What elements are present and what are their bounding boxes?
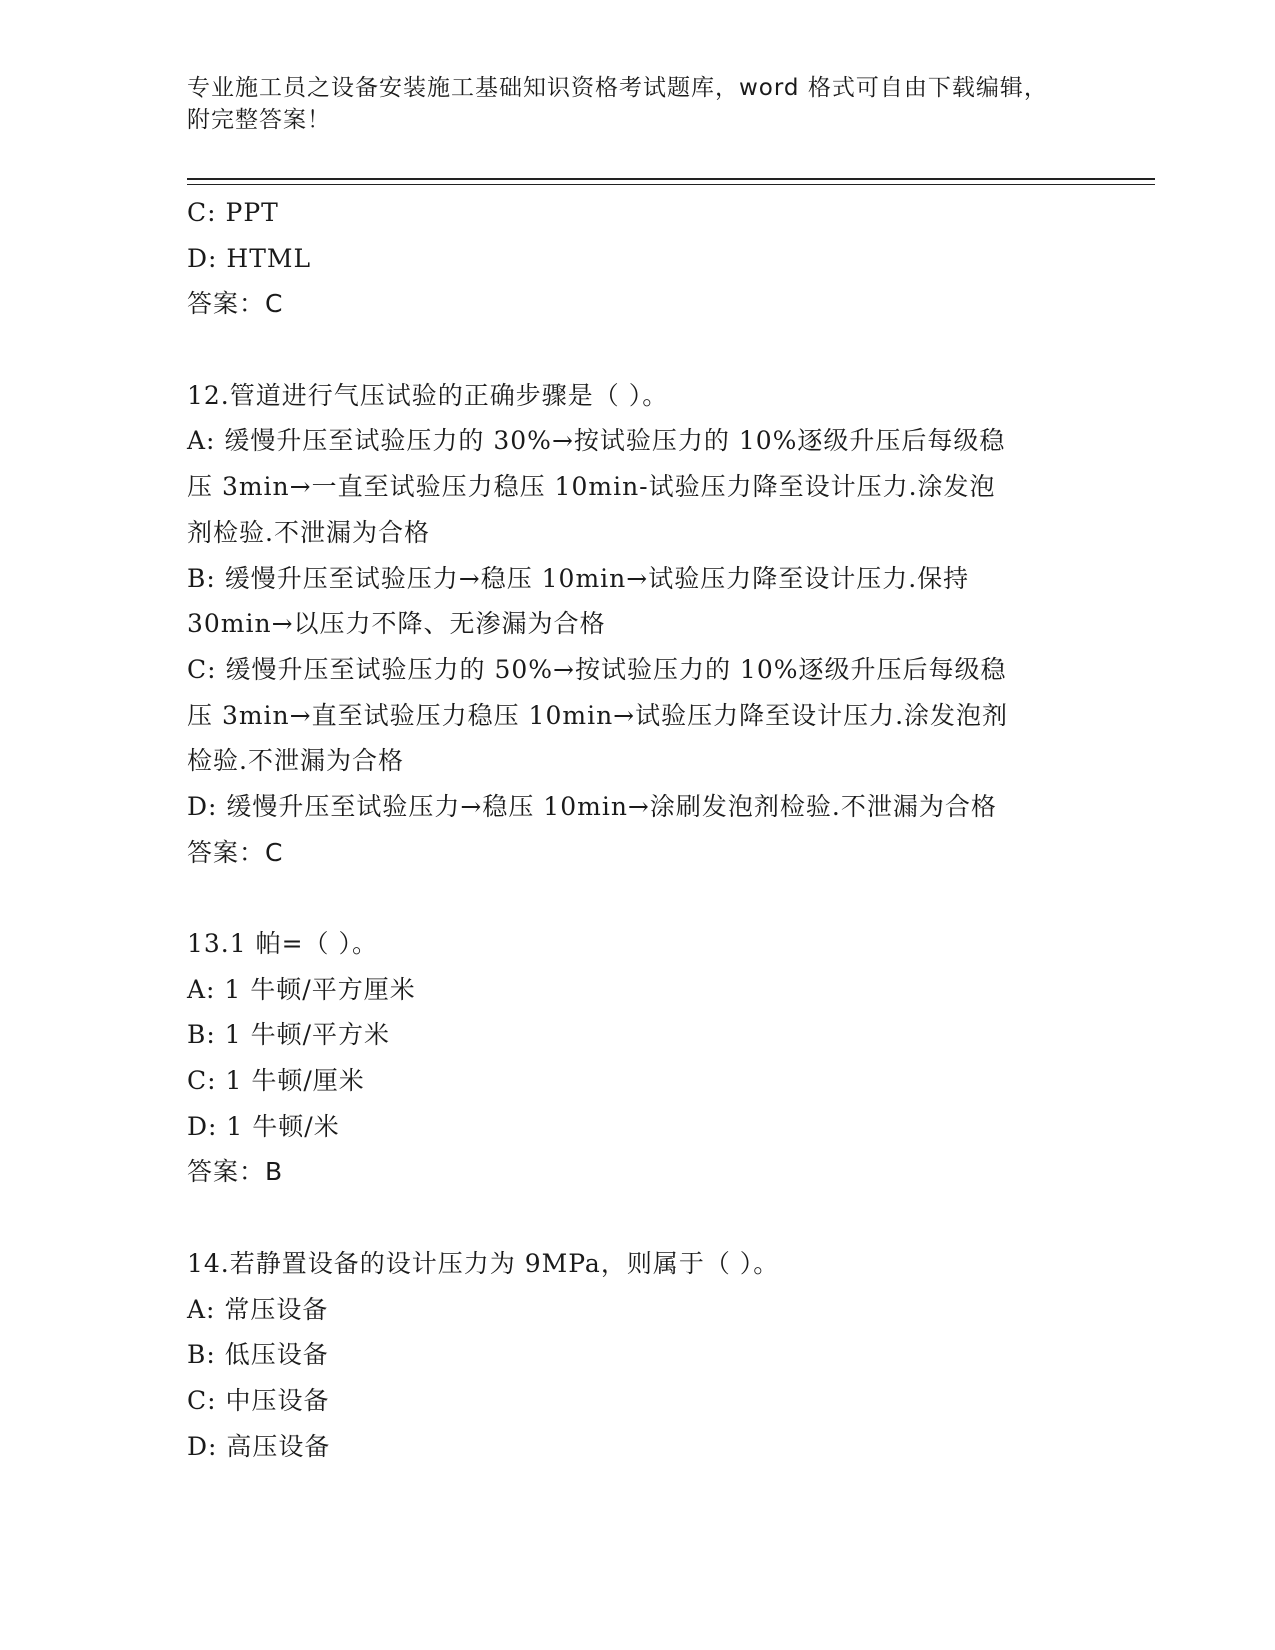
question-13-stem: 13.1 帕=（ ）。 (187, 929, 379, 958)
document-header (187, 72, 1067, 136)
question-12-option-a-line: 压 3min→一直至试验压力稳压 10min-试验压力降至设计压力.涂发泡 (187, 472, 996, 502)
question-12-option-b-line: 30min→以压力不降、无渗漏为合格 (187, 609, 606, 639)
question-12-option-a-line: 剂检验.不泄漏为合格 (187, 517, 430, 547)
question-14-option-c: C: 中压设备 (187, 1385, 330, 1415)
prev-option-d: D: HTML (187, 243, 312, 273)
question-12-option-b-line: B: 缓慢升压至试验压力→稳压 10min→试验压力降至设计压力.保持 (187, 563, 970, 593)
question-12-option-c-line: C: 缓慢升压至试验压力的 50%→按试验压力的 10%逐级升压后每级稳 (187, 654, 1007, 684)
prev-answer: 答案：C (187, 289, 284, 319)
question-14-stem: 14.若静置设备的设计压力为 9MPa，则属于（ ）。 (187, 1248, 780, 1278)
header-divider (187, 178, 1155, 185)
question-12-stem: 12.管道进行气压试验的正确步骤是（ ）。 (187, 380, 669, 410)
question-13-option-a: A: 1 牛顿/平方厘米 (187, 974, 416, 1004)
question-12-option-a-line: A: 缓慢升压至试验压力的 30%→按试验压力的 10%逐级升压后每级稳 (187, 426, 1006, 456)
question-13-option-c: C: 1 牛顿/厘米 (187, 1066, 365, 1096)
header-title-line1: 专业施工员之设备安装施工基础知识资格考试题库，word 格式可自由下载编辑， (187, 75, 1048, 101)
header-title-line2: 附完整答案！ (187, 107, 331, 133)
question-12-answer: 答案：C (187, 837, 284, 867)
question-content (187, 190, 1087, 1469)
spacer (187, 1195, 1087, 1241)
spacer (187, 327, 1087, 373)
question-14-option-a: A: 常压设备 (187, 1294, 329, 1324)
question-14-option-b: B: 低压设备 (187, 1340, 329, 1370)
spacer (187, 875, 1087, 921)
question-12-option-d-line: D: 缓慢升压至试验压力→稳压 10min→涂刷发泡剂检验.不泄漏为合格 (187, 791, 997, 821)
prev-option-c: C: PPT (187, 198, 279, 227)
question-13-option-d: D: 1 牛顿/米 (187, 1111, 340, 1141)
question-12-option-c-line: 检验.不泄漏为合格 (187, 746, 404, 776)
question-13-option-b: B: 1 牛顿/平方米 (187, 1020, 391, 1050)
question-13-answer: 答案：B (187, 1157, 284, 1187)
question-12-option-c-line: 压 3min→直至试验压力稳压 10min→试验压力降至设计压力.涂发泡剂 (187, 700, 1009, 730)
question-14-option-d: D: 高压设备 (187, 1431, 331, 1461)
